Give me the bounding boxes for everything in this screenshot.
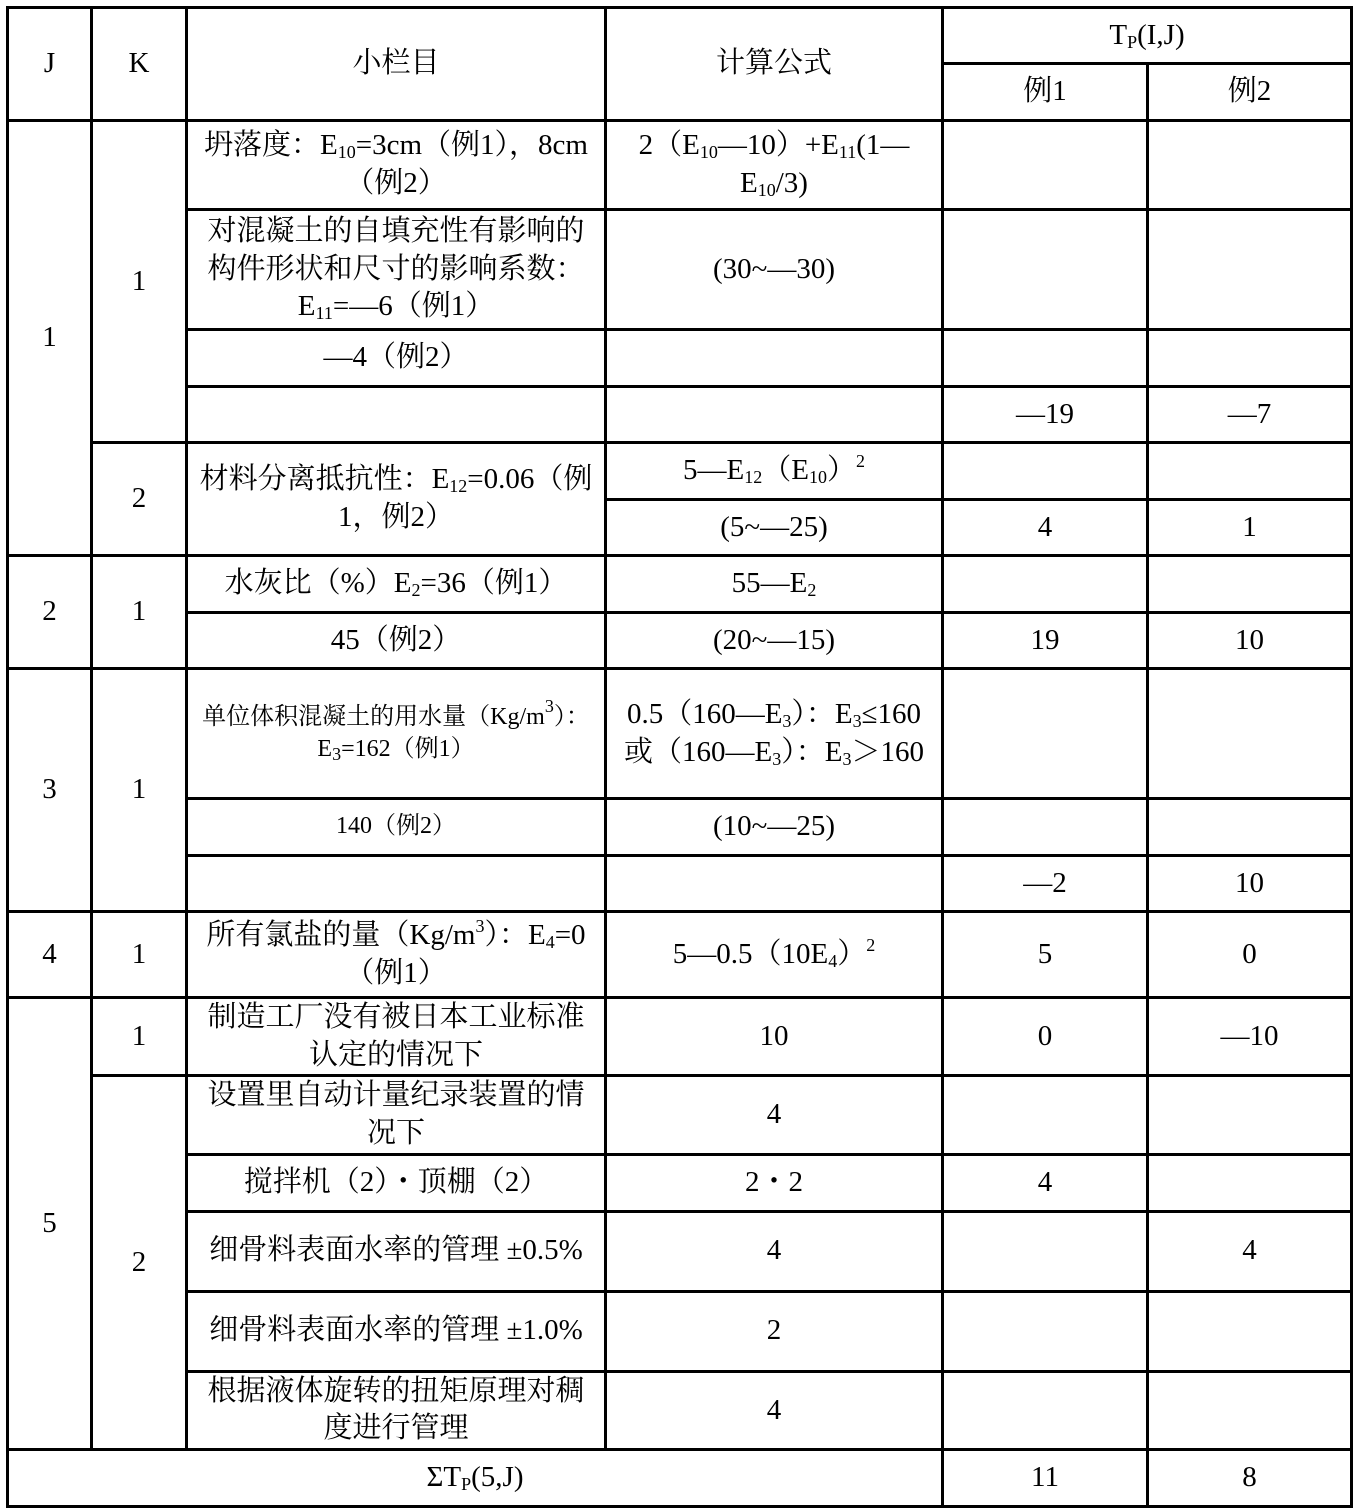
example-1-cell bbox=[943, 1211, 1148, 1291]
example-2-cell bbox=[1148, 669, 1352, 799]
j-cell: 5 bbox=[8, 998, 92, 1450]
example-1-cell: 19 bbox=[943, 613, 1148, 669]
example-1-cell bbox=[943, 330, 1148, 387]
formula-cell: 2・2 bbox=[606, 1154, 943, 1211]
item-cell: 制造工厂没有被日本工业标准认定的情况下 bbox=[187, 998, 606, 1076]
table-row bbox=[8, 121, 1352, 210]
table-row bbox=[8, 1211, 1352, 1291]
k-cell: 1 bbox=[92, 669, 187, 912]
example-1-cell: —2 bbox=[943, 856, 1148, 912]
header-row bbox=[8, 8, 1352, 64]
formula-cell: 10 bbox=[606, 998, 943, 1076]
item-cell: 搅拌机（2）・顶棚（2） bbox=[187, 1154, 606, 1211]
table-row bbox=[8, 998, 1352, 1076]
example-2-cell bbox=[1148, 443, 1352, 500]
table-row bbox=[8, 330, 1352, 387]
formula-cell: (20~—15) bbox=[606, 613, 943, 669]
example-2-cell bbox=[1148, 1076, 1352, 1154]
example-2-cell: 10 bbox=[1148, 856, 1352, 912]
total-example-1: 11 bbox=[943, 1450, 1148, 1507]
header-item: 小栏目 bbox=[187, 8, 606, 121]
item-cell: 材料分离抵抗性：$E_{12}=0.06$（例1，例2） bbox=[187, 443, 606, 556]
table-row bbox=[8, 1291, 1352, 1371]
formula-cell: (30~—30) bbox=[606, 210, 943, 330]
score-table bbox=[6, 6, 1353, 1508]
item-cell: 单位体积混凝土的用水量$(Kg/m^3)$：$E_3=162$（例1） bbox=[187, 669, 606, 799]
table-row bbox=[8, 669, 1352, 799]
table-row bbox=[8, 556, 1352, 613]
formula-cell: $0.5(160—E_3)$：$E_3\le 160$或$(160—E_3)$：$E_3>160$ bbox=[606, 669, 943, 799]
table-row bbox=[8, 613, 1352, 669]
item-cell bbox=[187, 387, 606, 443]
formula-cell bbox=[606, 330, 943, 387]
example-2-cell: 0 bbox=[1148, 912, 1352, 998]
formula-cell: 4 bbox=[606, 1076, 943, 1154]
example-2-cell bbox=[1148, 1371, 1352, 1449]
item-cell: 对混凝土的自填充性有影响的构件形状和尺寸的影响系数：$E_{11}=—6$（例1） bbox=[187, 210, 606, 330]
table-row bbox=[8, 856, 1352, 912]
formula-cell: (10~—25) bbox=[606, 799, 943, 856]
example-1-cell bbox=[943, 556, 1148, 613]
example-1-cell bbox=[943, 1291, 1148, 1371]
item-cell: 水灰比$(\%)E_2=36$（例1） bbox=[187, 556, 606, 613]
example-1-cell bbox=[943, 121, 1148, 210]
total-example-2: 8 bbox=[1148, 1450, 1352, 1507]
j-cell: 2 bbox=[8, 556, 92, 669]
total-label: $\Sigma T_P(5,J)$ bbox=[8, 1450, 943, 1507]
example-2-cell bbox=[1148, 1291, 1352, 1371]
table-row bbox=[8, 1076, 1352, 1154]
table-row bbox=[8, 210, 1352, 330]
example-2-cell bbox=[1148, 556, 1352, 613]
item-cell: 根据液体旋转的扭矩原理对稠度进行管理 bbox=[187, 1371, 606, 1449]
k-cell: 1 bbox=[92, 556, 187, 669]
example-2-cell bbox=[1148, 799, 1352, 856]
item-cell: —4（例2） bbox=[187, 330, 606, 387]
example-2-cell bbox=[1148, 1154, 1352, 1211]
formula-cell bbox=[606, 856, 943, 912]
table-row bbox=[8, 443, 1352, 500]
example-2-cell: 1 bbox=[1148, 500, 1352, 556]
example-2-cell: 10 bbox=[1148, 613, 1352, 669]
table-row bbox=[8, 1371, 1352, 1449]
k-cell: 1 bbox=[92, 121, 187, 443]
j-cell: 1 bbox=[8, 121, 92, 556]
item-cell: 坍落度：$E_{10}=3cm$（例1），8cm（例2） bbox=[187, 121, 606, 210]
k-cell: 2 bbox=[92, 443, 187, 556]
example-1-cell: 4 bbox=[943, 500, 1148, 556]
total-row bbox=[8, 1450, 1352, 1507]
formula-cell bbox=[606, 387, 943, 443]
header-example-2: 例2 bbox=[1148, 64, 1352, 121]
header-k: K bbox=[92, 8, 187, 121]
example-1-cell bbox=[943, 1371, 1148, 1449]
header-example-1: 例1 bbox=[943, 64, 1148, 121]
example-1-cell: —19 bbox=[943, 387, 1148, 443]
table-row bbox=[8, 799, 1352, 856]
header-tp: $T_P(I,J)$ bbox=[943, 8, 1352, 64]
j-cell: 3 bbox=[8, 669, 92, 912]
formula-cell: $5—E_{12}(E_{10})^2$ bbox=[606, 443, 943, 500]
item-cell: 设置里自动计量纪录装置的情况下 bbox=[187, 1076, 606, 1154]
item-cell: 细骨料表面水率的管理 ±1.0% bbox=[187, 1291, 606, 1371]
header-formula: 计算公式 bbox=[606, 8, 943, 121]
example-1-cell: 4 bbox=[943, 1154, 1148, 1211]
example-1-cell bbox=[943, 799, 1148, 856]
formula-cell: 2 bbox=[606, 1291, 943, 1371]
k-cell: 1 bbox=[92, 998, 187, 1076]
formula-cell: $2(E_{10}—10)+E_{11}(1—E_{10}/3)$ bbox=[606, 121, 943, 210]
formula-cell: (5~—25) bbox=[606, 500, 943, 556]
table-row bbox=[8, 1154, 1352, 1211]
item-cell: 140（例2） bbox=[187, 799, 606, 856]
example-2-cell bbox=[1148, 210, 1352, 330]
table-row bbox=[8, 912, 1352, 998]
table-row bbox=[8, 387, 1352, 443]
example-1-cell: 5 bbox=[943, 912, 1148, 998]
example-2-cell bbox=[1148, 121, 1352, 210]
header-j: J bbox=[8, 8, 92, 121]
example-1-cell bbox=[943, 669, 1148, 799]
example-1-cell: 0 bbox=[943, 998, 1148, 1076]
item-cell: 所有氯盐的量$(Kg/m^3)$：$E_4=0$（例1） bbox=[187, 912, 606, 998]
example-2-cell bbox=[1148, 330, 1352, 387]
k-cell: 1 bbox=[92, 912, 187, 998]
formula-cell: $55—E_2$ bbox=[606, 556, 943, 613]
item-cell bbox=[187, 856, 606, 912]
item-cell: 45（例2） bbox=[187, 613, 606, 669]
item-cell: 细骨料表面水率的管理 ±0.5% bbox=[187, 1211, 606, 1291]
formula-cell: 4 bbox=[606, 1211, 943, 1291]
formula-cell: $5—0.5(10E_4)^2$ bbox=[606, 912, 943, 998]
k-cell: 2 bbox=[92, 1076, 187, 1450]
example-1-cell bbox=[943, 443, 1148, 500]
example-1-cell bbox=[943, 1076, 1148, 1154]
example-2-cell: 4 bbox=[1148, 1211, 1352, 1291]
formula-cell: 4 bbox=[606, 1371, 943, 1449]
example-1-cell bbox=[943, 210, 1148, 330]
j-cell: 4 bbox=[8, 912, 92, 998]
example-2-cell: —10 bbox=[1148, 998, 1352, 1076]
example-2-cell: —7 bbox=[1148, 387, 1352, 443]
